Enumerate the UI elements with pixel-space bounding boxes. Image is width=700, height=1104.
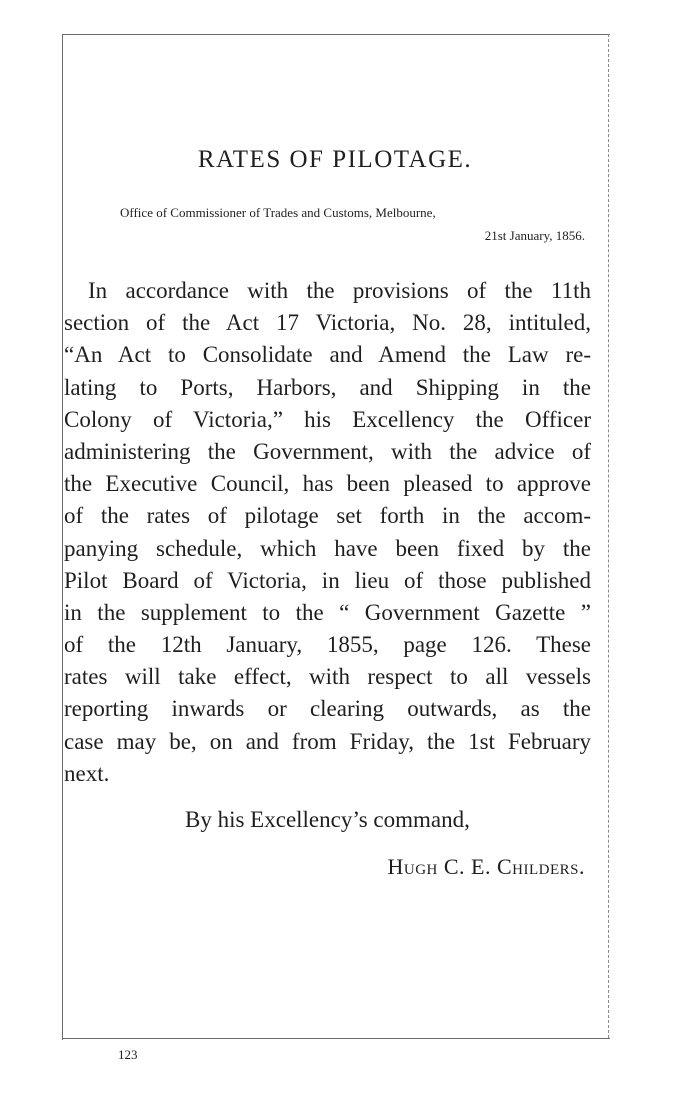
office-line: Office of Commissioner of Trades and Customs, Melbourne, <box>120 205 436 220</box>
body-line: rates will take effect, with respect to all vessels <box>64 664 591 690</box>
signature: Hugh C. E. Childers. <box>387 854 585 879</box>
body-line: “An Act to Consolidate and Amend the Law re- <box>64 342 591 368</box>
body-line: case may be, on and from Friday, the 1st February <box>64 728 591 754</box>
page-border-bottom <box>62 1038 610 1039</box>
body-line: of the rates of pilotage set forth in the accom- <box>64 503 591 529</box>
body-line: of the 12th January, 1855, page 126. These <box>64 632 591 658</box>
body-line: reporting inwards or clearing outwards, as the <box>64 696 591 722</box>
body-line: Colony of Victoria,” his Excellency the Officer <box>64 406 591 432</box>
date-line: 21st January, 1856. <box>484 228 585 243</box>
body-line: in the supplement to the “ Government Gazette ” <box>64 599 591 625</box>
page-border-top <box>62 34 610 35</box>
command-line: By his Excellency’s command, <box>185 807 470 832</box>
page-number: 123 <box>118 1047 138 1062</box>
body-line: the Executive Council, has been pleased to approve <box>64 471 591 497</box>
body-line: lating to Ports, Harbors, and Shipping in the <box>64 374 591 400</box>
body-line: In accordance with the provisions of the 11th <box>88 278 591 303</box>
body-line: panying schedule, which have been fixed by the <box>64 535 591 561</box>
body-paragraph <box>64 275 591 790</box>
document-title: RATES OF PILOTAGE. <box>197 146 473 173</box>
page-border-right <box>608 34 609 1038</box>
page-border-left <box>62 34 63 1040</box>
body-line: Pilot Board of Victoria, in lieu of those published <box>64 567 591 593</box>
body-line: administering the Government, with the advice of <box>64 438 591 464</box>
body-line: next. <box>64 760 110 786</box>
body-line: section of the Act 17 Victoria, No. 28, intituled, <box>64 310 591 336</box>
